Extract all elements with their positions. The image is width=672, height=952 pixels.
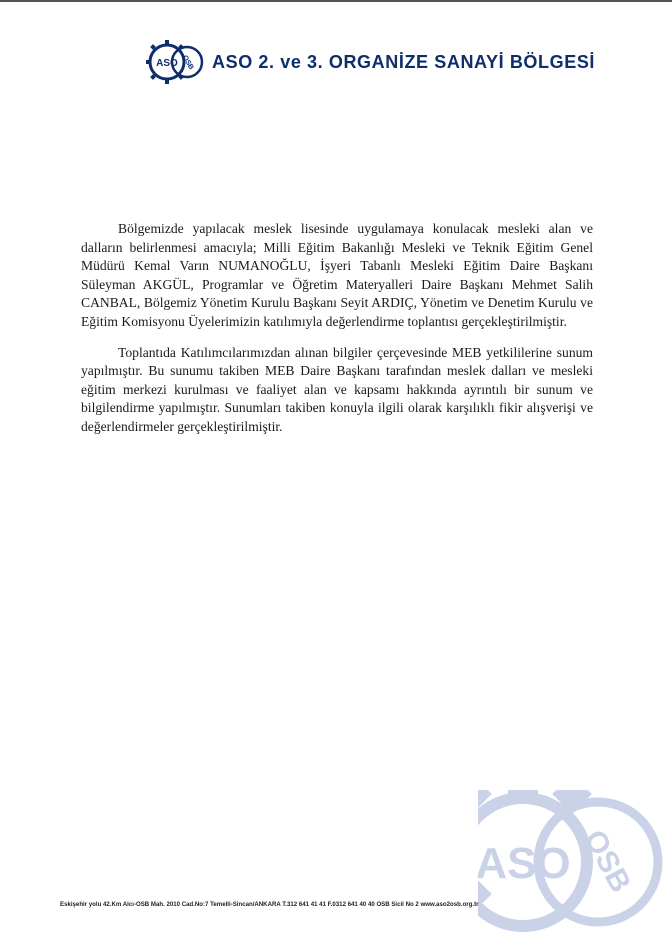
watermark-osb-text: OSB — [577, 824, 638, 898]
watermark-aso-text: ASO — [475, 839, 571, 888]
footer-address: Eskişehir yolu 42.Km Alcı-OSB Mah. 2010 Cad.No:7 Temelli-Sincan/ANKARA T.312 641 41 41 F.0312 641 40 40 OSB Sicil No 2 www.aso2osb.org.tr — [60, 901, 479, 908]
aso-osb-logo — [146, 40, 206, 84]
paragraph: Toplantıda Katılımcılarımızdan alınan bilgiler çerçevesinde MEB yetkililerine sunum yapılmıştır. Bu sunumu takiben MEB Daire Başkanı tarafından meslek dalları ve mesleki eğitim merkezi kurulması ve faaliyet alan ve kapsamı hakkında ayrıntılı bir sunum ve bilgilendirme yapılmıştır. Sunumları takiben konuyla ilgili olarak karşılıklı fikir alışverişi ve değerlendirmeler gerçekleştirilmiştir. — [81, 344, 593, 434]
logo-osb-text: OSB — [180, 54, 195, 72]
letter-body — [81, 220, 593, 449]
logo-watermark — [475, 790, 672, 952]
paragraph: Bölgemizde yapılacak meslek lisesinde uygulamaya konulacak mesleki alan ve dalların belirlenmesi amacıyla; Milli Eğitim Bakanlığı Mesleki ve Teknik Eğitim Genel Müdürü Kemal Varın NUMANOĞLU, İşyeri Tabanlı Mesleki Eğitim Daire Başkanı Süleyman AKGÜL, Programlar ve Öğretim Materyalleri Daire Başkanı Mehmet Salih CANBAL, Bölgemiz Yönetim Kurulu Başkanı Seyit ARDIÇ, Yönetim ve Denetim Kurulu ve Eğitim Komisyonu Üyelerimizin katılımıyla değerlendirme toplantısı gerçekleştirilmiştir. — [81, 221, 593, 329]
logo-aso-text: ASO — [156, 58, 178, 69]
top-rule — [0, 0, 672, 2]
letterhead — [146, 40, 595, 84]
organization-name: ASO 2. ve 3. ORGANİZE SANAYİ BÖLGESİ — [212, 51, 596, 72]
